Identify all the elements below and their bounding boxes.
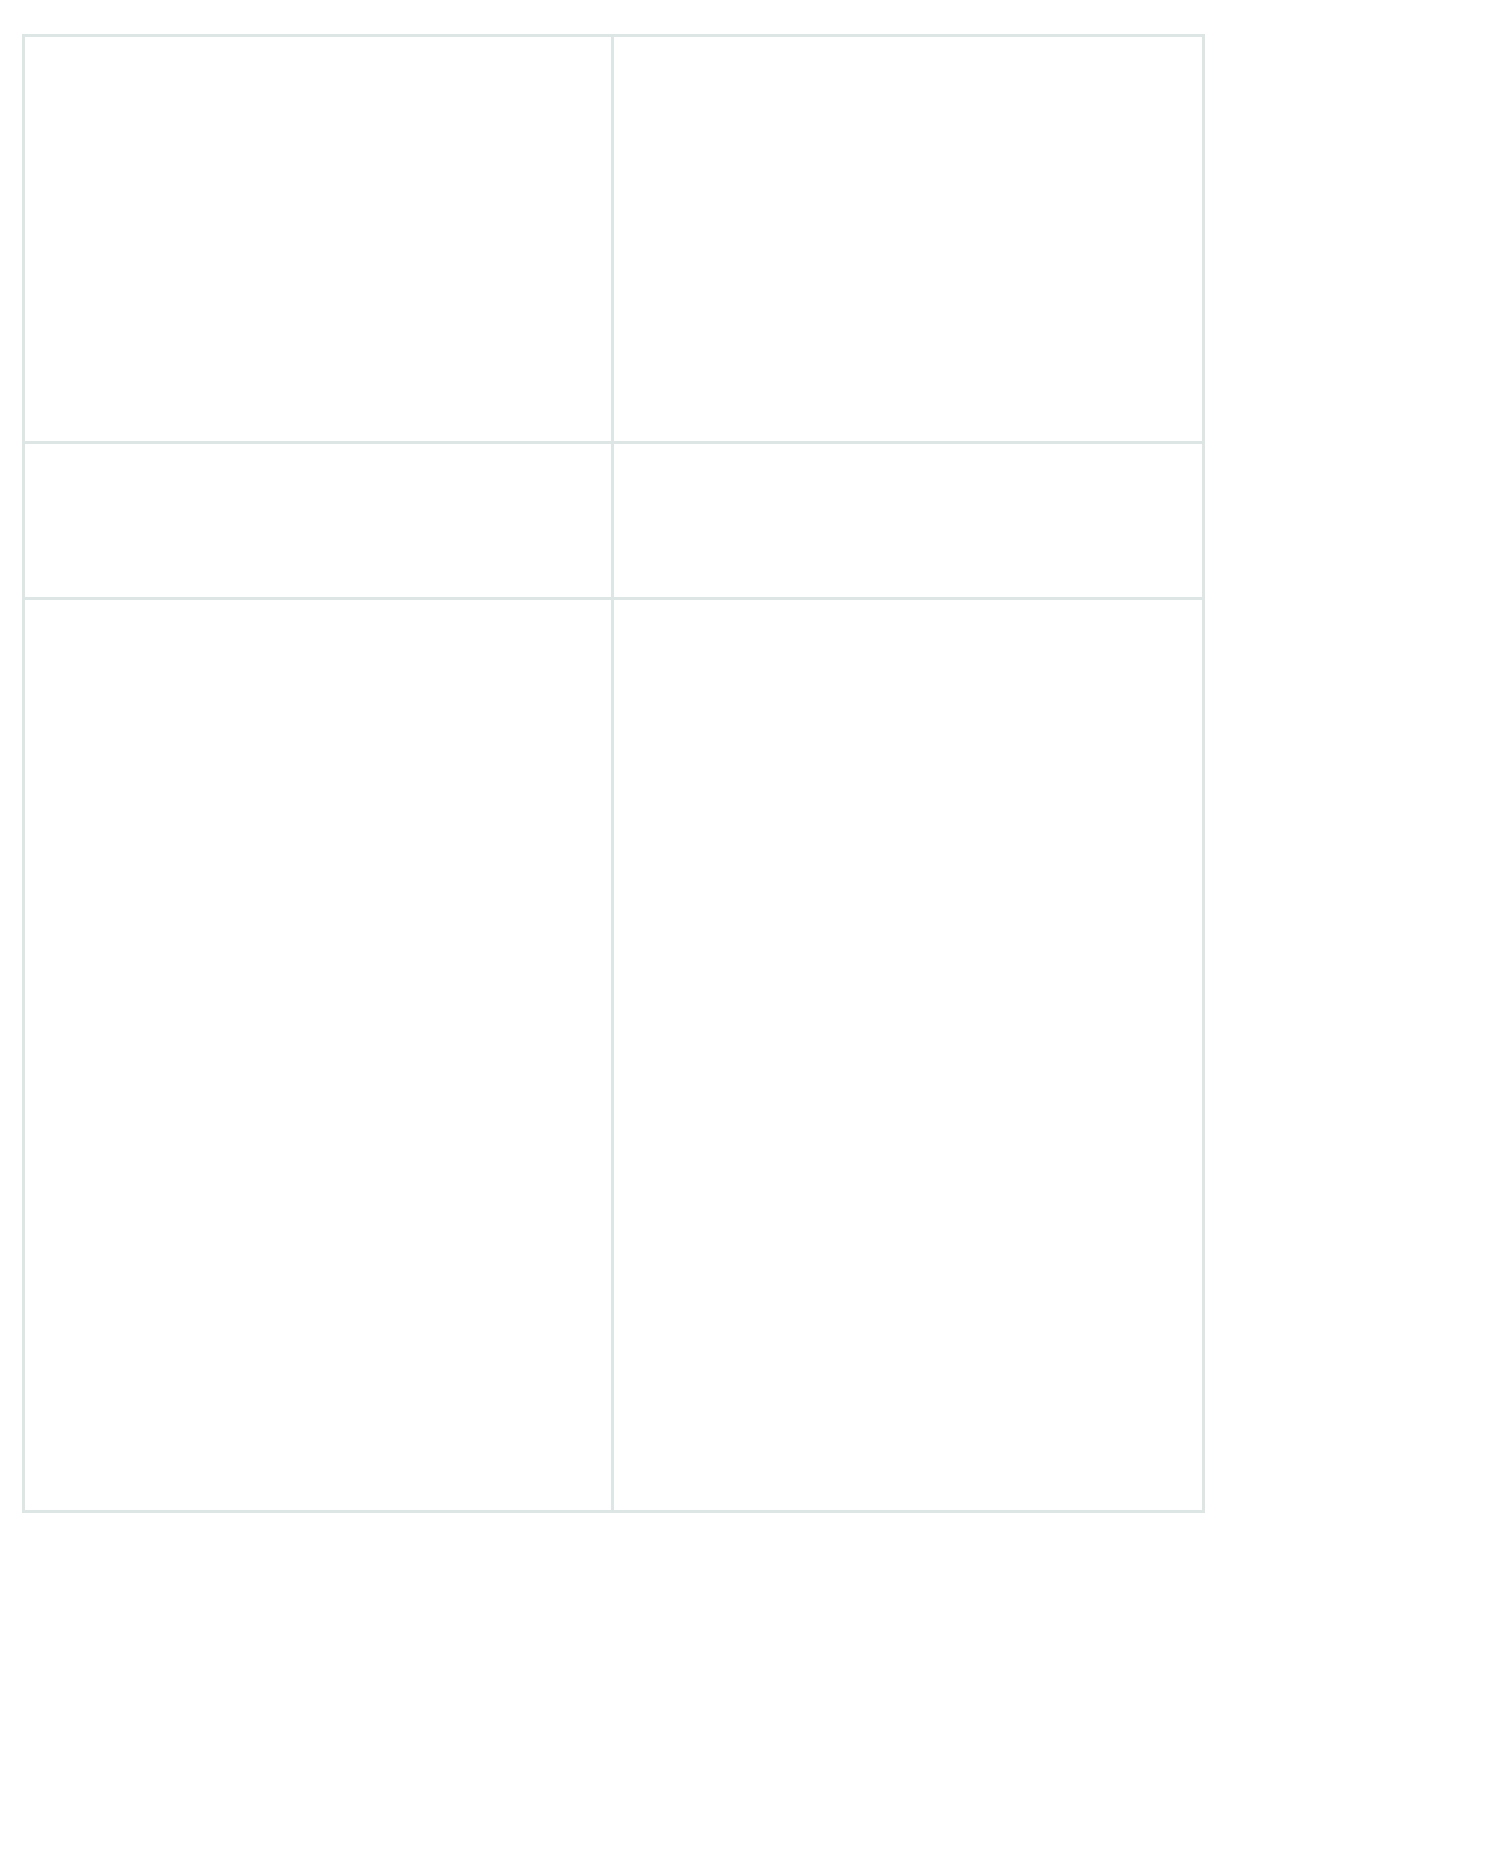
row-divider-2 xyxy=(22,597,1205,600)
column-divider xyxy=(611,34,614,1513)
row-divider-1 xyxy=(22,441,1205,444)
